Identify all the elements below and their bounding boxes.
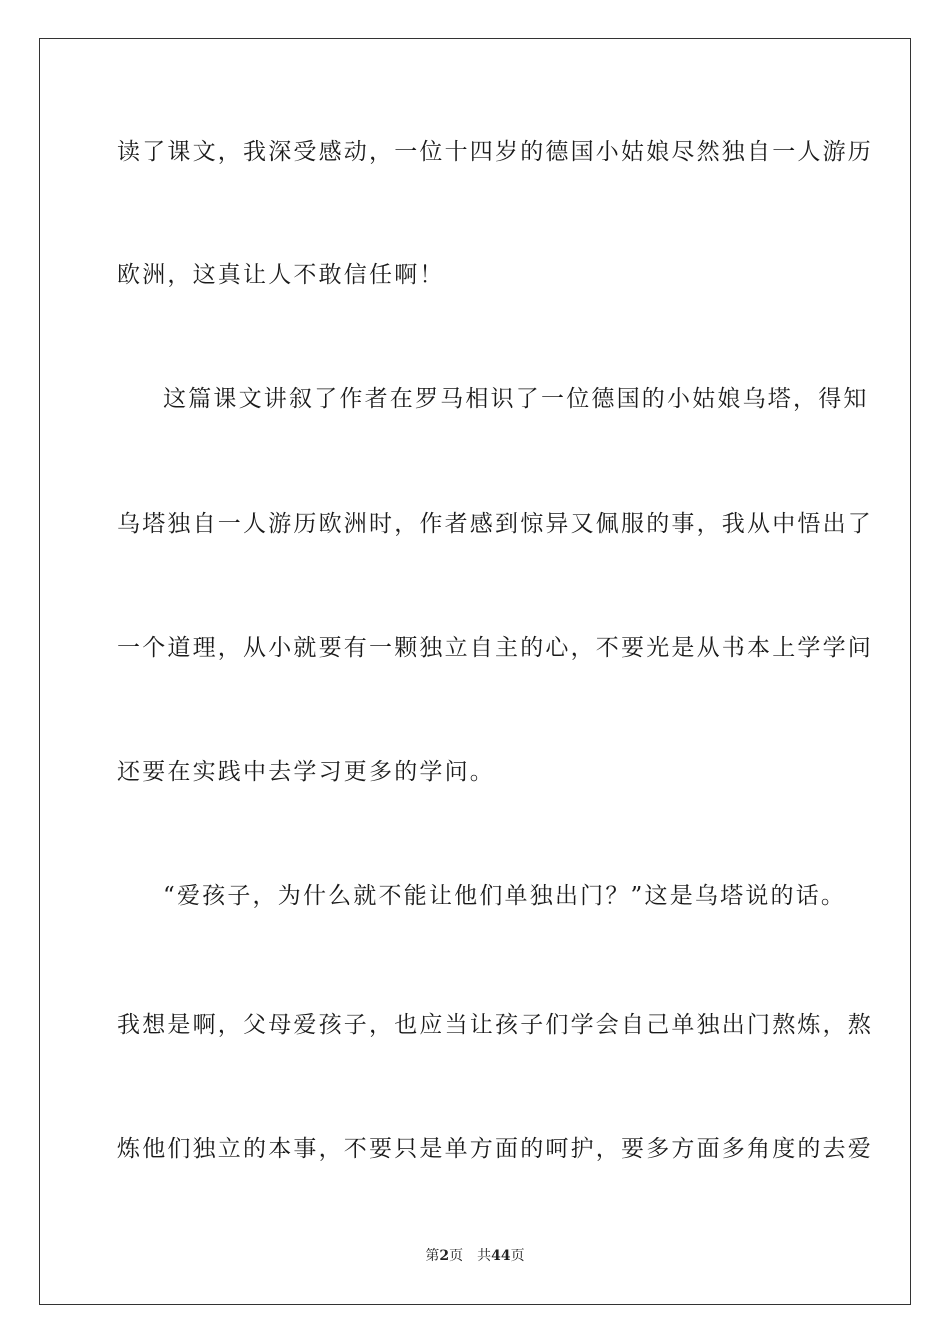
text-line-2: 欧洲，这真让人不敢信任啊！ [117, 262, 445, 288]
text-line-1: 读了课文，我深受感动，一位十四岁的德国小姑娘尽然独自一人游历 [117, 139, 873, 165]
text-line-5: 一个道理，从小就要有一颗独立自主的心，不要光是从书本上学学问 [117, 635, 873, 661]
total-suffix: 页 [510, 1248, 525, 1264]
total-prefix: 共 [477, 1248, 492, 1264]
text-line-4: 乌塔独自一人游历欧洲时，作者感到惊异又佩服的事，我从中悟出了 [117, 511, 873, 537]
page-current-number: 2 [439, 1248, 450, 1264]
text-line-3: 这篇课文讲叙了作者在罗马相识了一位德国的小姑娘乌塔，得知 [163, 386, 869, 412]
page-footer [0, 1247, 950, 1265]
text-line-9: 炼他们独立的本事，不要只是单方面的呵护，要多方面多角度的去爱 [117, 1136, 873, 1162]
text-line-6: 还要在实践中去学习更多的学问。 [117, 759, 495, 785]
page-border [39, 38, 911, 1305]
text-line-8: 我想是啊，父母爱孩子，也应当让孩子们学会自己单独出门熬炼，熬 [117, 1012, 873, 1038]
page-suffix: 页 [449, 1248, 464, 1264]
text-line-7: “爱孩子，为什么就不能让他们单独出门？”这是乌塔说的话。 [163, 883, 847, 909]
page-total-number: 44 [491, 1248, 511, 1264]
page-prefix: 第 [425, 1248, 440, 1264]
